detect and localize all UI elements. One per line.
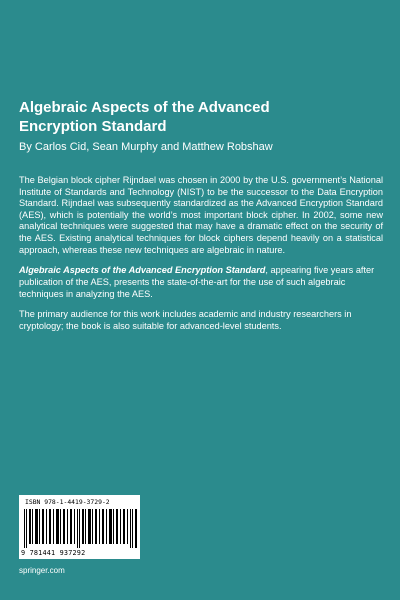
book-description: The Belgian block cipher Rijndael was chosen in 2000 by the U.S. government’s National Institute of Standards and Technology (NIST) to be the successor to the Data Encryption Standard. Rijndael was subsequently standardized as the Advanced Encryption Standard (AES), which is potentially the world’s most important block cipher. In 2002, some new analytical techniques were suggested that may have a dramatic effect on the security of the AES. Existing analytical techniques for block ciphers depend heavily on a statistical approach, whereas these new techniques are algebraic in nature. <box>19 175 383 255</box>
isbn-label: ISBN 978-1-4419-3729-2 <box>25 498 110 506</box>
book-summary-text: , appearing five years after publication of the AES, presents the state-of-the-art for the use of such algebraic techniques in analyzing the AES. <box>19 265 375 299</box>
book-title-emphasis: Algebraic Aspects of the Advanced Encryption Standard <box>19 265 266 276</box>
cover-top-band <box>0 0 400 86</box>
cover-content <box>19 98 383 342</box>
book-authors: By Carlos Cid, Sean Murphy and Matthew Robshaw <box>19 141 273 153</box>
isbn-barcode <box>19 495 140 559</box>
barcode-bars <box>24 509 137 548</box>
book-summary-paragraph <box>19 265 383 300</box>
book-title: Algebraic Aspects of the Advanced Encryption Standard <box>19 99 270 135</box>
book-audience-paragraph: The primary audience for this work includes academic and industry researchers in cryptology; the book is also suitable for advanced-level students. <box>19 309 352 331</box>
publisher-url: springer.com <box>19 566 65 575</box>
barcode-number: 9 781441 937292 <box>21 549 86 557</box>
